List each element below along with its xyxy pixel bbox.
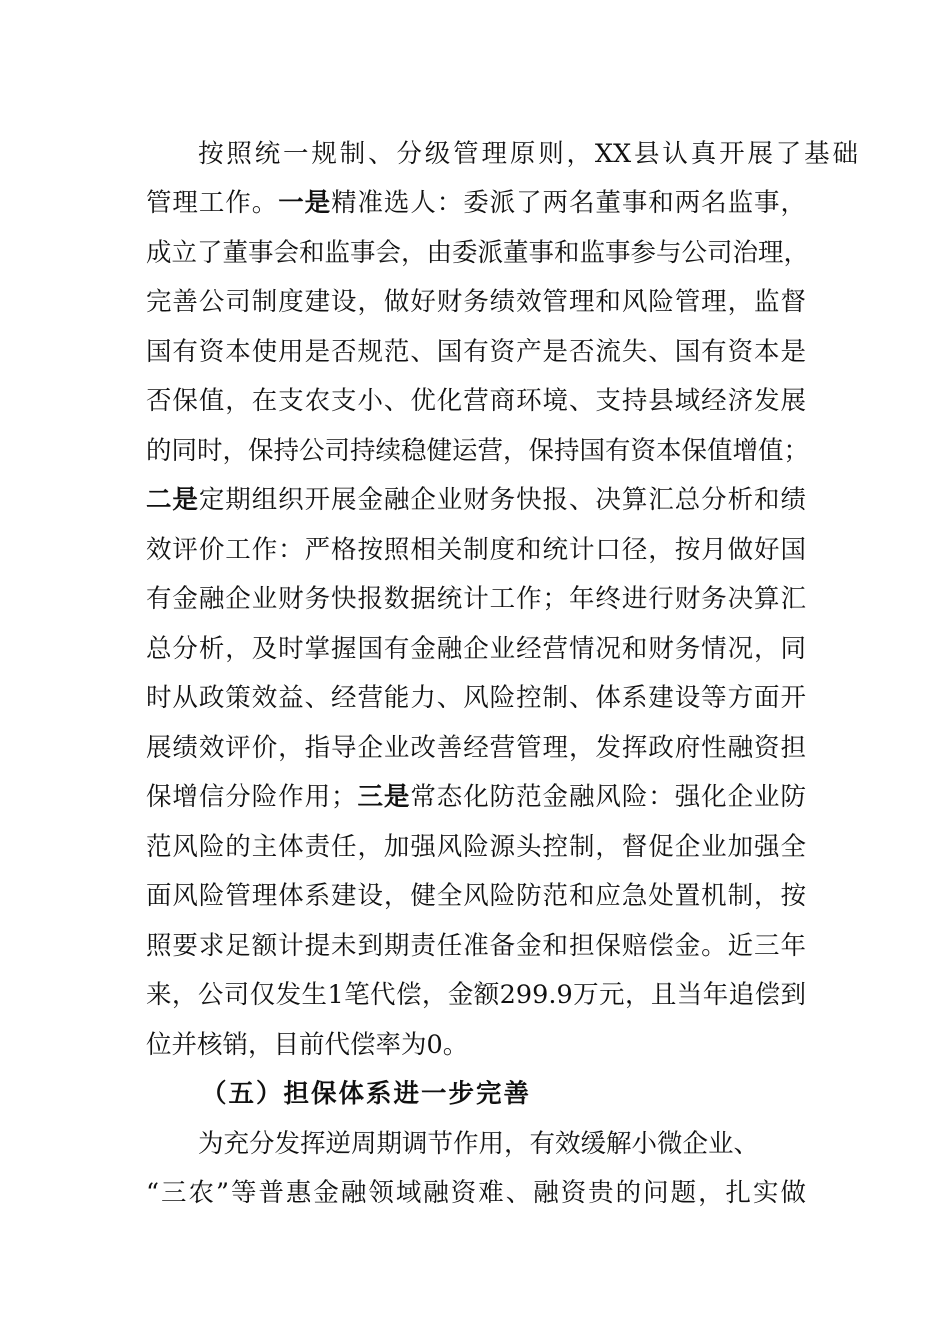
paragraph-1-line-8 (146, 483, 806, 517)
paragraph-2-line-1: 为充分发挥逆周期调节作用，有效缓解小微企业、 (198, 1129, 760, 1159)
section-heading: （五）担保体系进一步完善 (201, 1079, 532, 1109)
line-text: 保增信分险作用； (146, 782, 357, 812)
paragraph-1-line-17: 照要求足额计提未到期责任准备金和担保赔偿金。近三年 (146, 931, 806, 961)
paragraph-1-line-2 (146, 186, 806, 220)
paragraph-1-line-10: 有金融企业财务快报数据统计工作；年终进行财务决算汇 (146, 584, 806, 614)
paragraph-1-line-15: 范风险的主体责任，加强风险源头控制，督促企业加强全 (146, 832, 806, 862)
paragraph-1-line-18: 来，公司仅发生1笔代偿，金额299.9万元，且当年追偿到 (146, 980, 806, 1010)
paragraph-1-line-16: 面风险管理体系建设，健全风险防范和应急处置机制，按 (146, 881, 806, 911)
line-text: 管理工作。 (146, 188, 279, 218)
paragraph-1-line-3: 成立了董事会和监事会，由委派董事和监事参与公司治理， (146, 238, 810, 268)
paragraph-2-line-2: “三农”等普惠金融领域融资难、融资贵的问题，扎实做 (146, 1178, 806, 1208)
paragraph-1-line-5: 国有资本使用是否规范、国有资产是否流失、国有资本是 (146, 337, 806, 367)
emphasis-first: 一是 (278, 188, 332, 218)
paragraph-1-line-13: 展绩效评价，指导企业改善经营管理，发挥政府性融资担 (146, 733, 806, 763)
paragraph-1-line-14 (146, 780, 806, 814)
paragraph-1-line-12: 时从政策效益、经营能力、风险控制、体系建设等方面开 (146, 683, 806, 713)
emphasis-third: 三是 (356, 782, 411, 812)
emphasis-second: 二是 (146, 485, 199, 515)
paragraph-1-line-4: 完善公司制度建设，做好财务绩效管理和风险管理，监督 (146, 287, 806, 317)
paragraph-1-line-6: 否保值，在支农支小、优化营商环境、支持县域经济发展 (146, 386, 806, 416)
line-text: 定期组织开展金融企业财务快报、决算汇总分析和绩 (198, 485, 806, 515)
line-text: 精准选人：委派了两名董事和两名监事， (331, 188, 806, 218)
line-text: 常态化防范金融风险：强化企业防 (410, 782, 806, 812)
paragraph-1-line-19: 位并核销，目前代偿率为0。 (146, 1030, 469, 1060)
paragraph-1-line-9: 效评价工作：严格按照相关制度和统计口径，按月做好国 (146, 535, 806, 565)
paragraph-1-line-11: 总分析，及时掌握国有金融企业经营情况和财务情况，同 (146, 634, 806, 664)
paragraph-1-line-1: 按照统一规制、分级管理原则，XX县认真开展了基础 (198, 139, 858, 169)
paragraph-1-line-7: 的同时，保持公司持续稳健运营，保持国有资本保值增值； (146, 436, 810, 466)
